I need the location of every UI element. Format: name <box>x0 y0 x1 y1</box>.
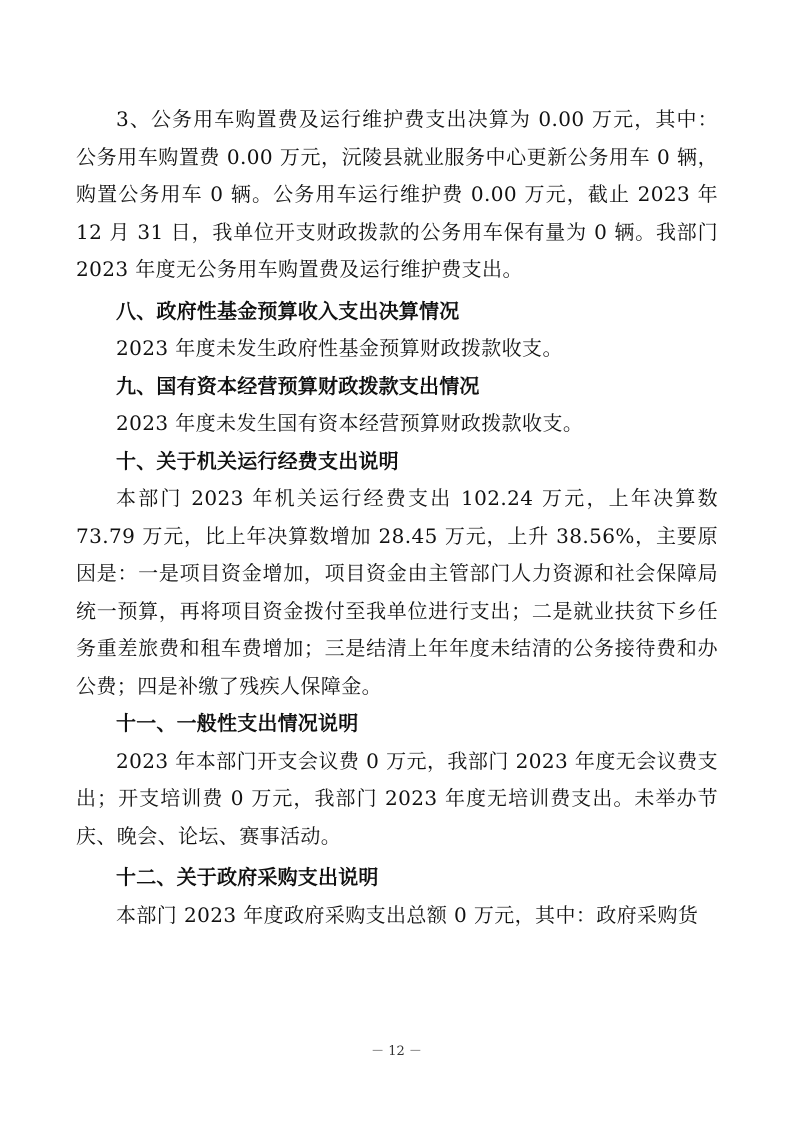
paragraph-state-capital: 2023 年度未发生国有资本经营预算财政拨款收支。 <box>116 411 584 435</box>
section-heading-10: 十、关于机关运行经费支出说明 <box>116 448 399 473</box>
paragraph-procurement: 本部门 2023 年度政府采购支出总额 0 万元，其中：政府采购货 <box>116 902 699 927</box>
paragraph-government-fund: 2023 年度未发生政府性基金预算财政拨款收支。 <box>116 336 563 360</box>
page-number: － 12 － <box>371 1044 422 1059</box>
paragraph-operating-expenses: 本部门 2023 年机关运行经费支出 102.24 万元，上年决算数 73.79 万元，比上年决算数增加 28.45 万元，上升 38.56%，主要原因是：一是项目资金增加，项目资金由主管部门人力资源和社会保障局统一预算，再将项目资金拨付至我单位进行支出；二是就业扶贫下乡任务重差旅费和租车费增加；三是结清上年年度未结清的公务接待费和办公费；四是补缴了残疾人保障金。 <box>76 486 718 698</box>
paragraph-vehicle-expenses: 3、公务用车购置费及运行维护费支出决算为 0.00 万元，其中：公务用车购置费 0.00 万元，沅陵县就业服务中心更新公务用车 0 辆，购置公务用车 0 辆。公务用车运行维护费 0.00 万元，截止 2023 年 12 月 31 日，我单位开支财政拨款的公务用车保有量为 0 辆。我部门 2023 年度无公务用车购置费及运行维护费支出。 <box>76 107 718 281</box>
section-heading-9: 九、国有资本经营预算财政拨款支出情况 <box>116 373 480 398</box>
section-heading-8: 八、政府性基金预算收入支出决算情况 <box>116 298 460 323</box>
section-heading-11: 十一、一般性支出情况说明 <box>116 711 359 735</box>
section-heading-12: 十二、关于政府采购支出说明 <box>116 865 379 889</box>
document-body <box>76 101 718 934</box>
paragraph-general-expenses: 2023 年本部门开支会议费 0 万元，我部门 2023 年度无会议费支出；开支培训费 0 万元，我部门 2023 年度无培训费支出。未举办节庆、晚会、论坛、赛事活动。 <box>76 748 718 848</box>
